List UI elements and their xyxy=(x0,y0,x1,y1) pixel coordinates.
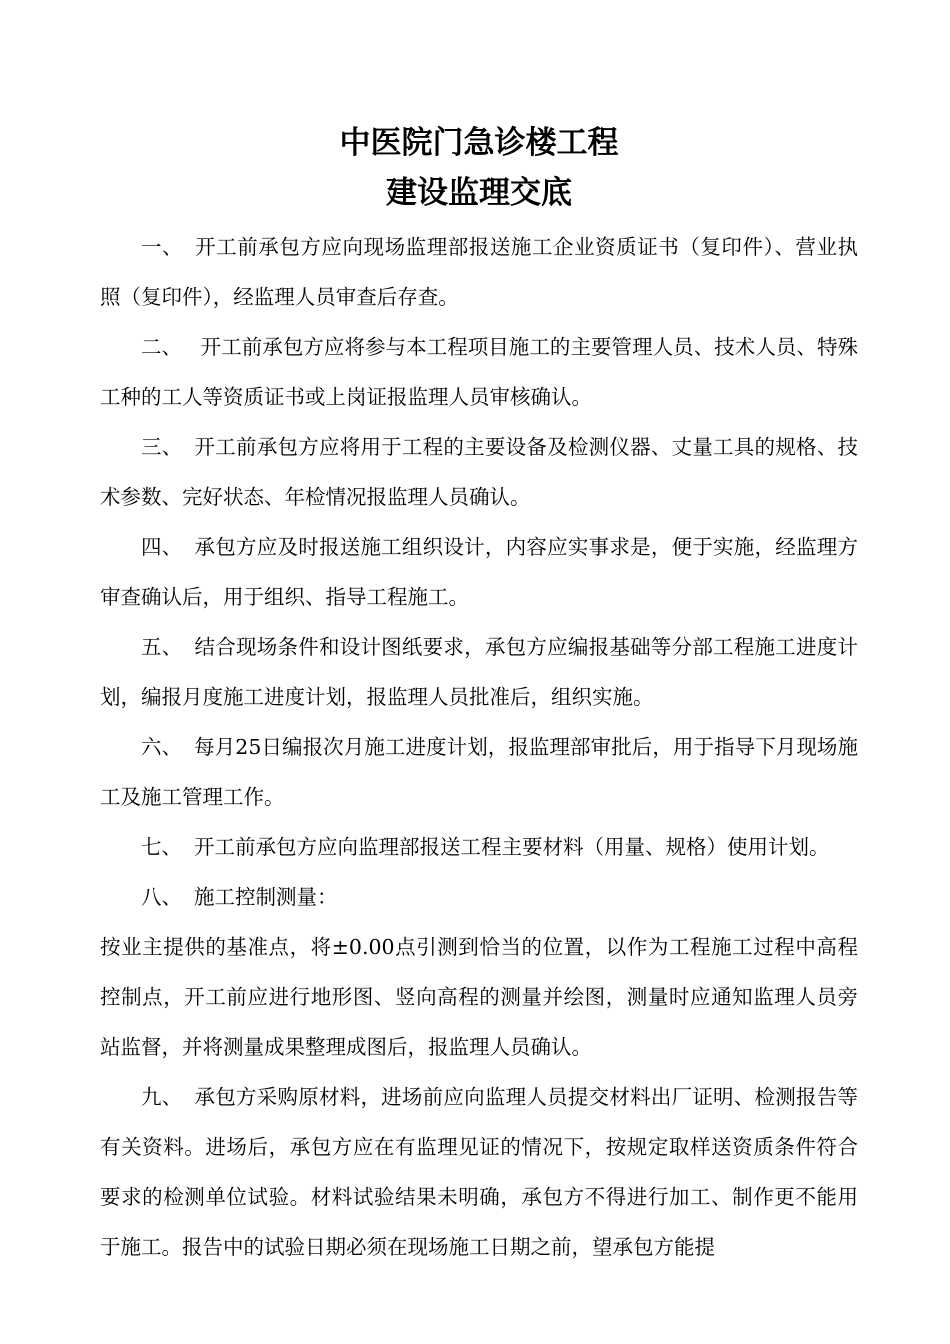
document-title-line2: 建设监理交底 xyxy=(386,175,572,211)
clause-7 xyxy=(100,822,858,872)
clause-5 xyxy=(100,622,858,722)
clause-text: 承包方采购原材料，进场前应向监理人员提交材料出厂证明、检测报告等有关资料。进场后，承包方应在有监理见证的情况下，按规定取样送资质条件符合要求的检测单位试验。材料试验结果未明确，承包方不得进行加工、制作更不能用于施工。报告中的试验日期必须在现场施工日期之前，望承包方能提 xyxy=(100,1085,859,1259)
clause-9 xyxy=(100,1072,858,1272)
clause-2 xyxy=(100,322,858,422)
clause-8 xyxy=(100,872,858,922)
clause-4 xyxy=(100,522,858,622)
clause-text: 结合现场条件和设计图纸要求，承包方应编报基础等分部工程施工进度计划，编报月度施工进度计划，报监理人员批准后，组织实施。 xyxy=(100,635,859,709)
clause-number: 七、 xyxy=(141,835,182,859)
clause-text: 开工前承包方应将用于工程的主要设备及检测仪器、丈量工具的规格、技术参数、完好状态、年检情况报监理人员确认。 xyxy=(100,435,859,509)
clause-number: 二、 xyxy=(141,335,183,359)
clause-text: 开工前承包方应将参与本工程项目施工的主要管理人员、技术人员、特殊工种的工人等资质证书或上岗证报监理人员审核确认。 xyxy=(100,335,859,409)
clause-3 xyxy=(100,422,858,522)
document-title-line1: 中医院门急诊楼工程 xyxy=(339,125,619,161)
clause-number: 五、 xyxy=(141,635,183,659)
clause-number: 一、 xyxy=(141,235,184,259)
clause-8-detail: 按业主提供的基准点，将±0.00点引测到恰当的位置，以作为工程施工过程中高程控制点，开工前应进行地形图、竖向高程的测量并绘图，测量时应通知监理人员旁站监督，并将测量成果整理成图后，报监理人员确认。 xyxy=(100,935,858,1059)
clause-number: 三、 xyxy=(141,435,183,459)
clause-number: 四、 xyxy=(141,535,183,559)
clause-text: 施工控制测量： xyxy=(194,885,338,909)
clause-number: 九、 xyxy=(141,1085,183,1109)
clause-text: 承包方应及时报送施工组织设计，内容应实事求是，便于实施，经监理方审查确认后，用于组织、指导工程施工。 xyxy=(100,535,859,609)
clause-text: 开工前承包方应向现场监理部报送施工企业资质证书（复印件）、营业执照（复印件），经监理人员审查后存查。 xyxy=(100,235,859,309)
clause-1 xyxy=(100,222,858,322)
clause-6 xyxy=(100,722,858,822)
clause-text: 开工前承包方应向监理部报送工程主要材料（用量、规格）使用计划。 xyxy=(194,835,830,859)
clause-number: 八、 xyxy=(141,885,182,909)
clause-text: 每月25日编报次月施工进度计划，报监理部审批后，用于指导下月现场施工及施工管理工作。 xyxy=(100,735,859,809)
clause-number: 六、 xyxy=(141,735,183,759)
document-page xyxy=(100,118,858,1272)
